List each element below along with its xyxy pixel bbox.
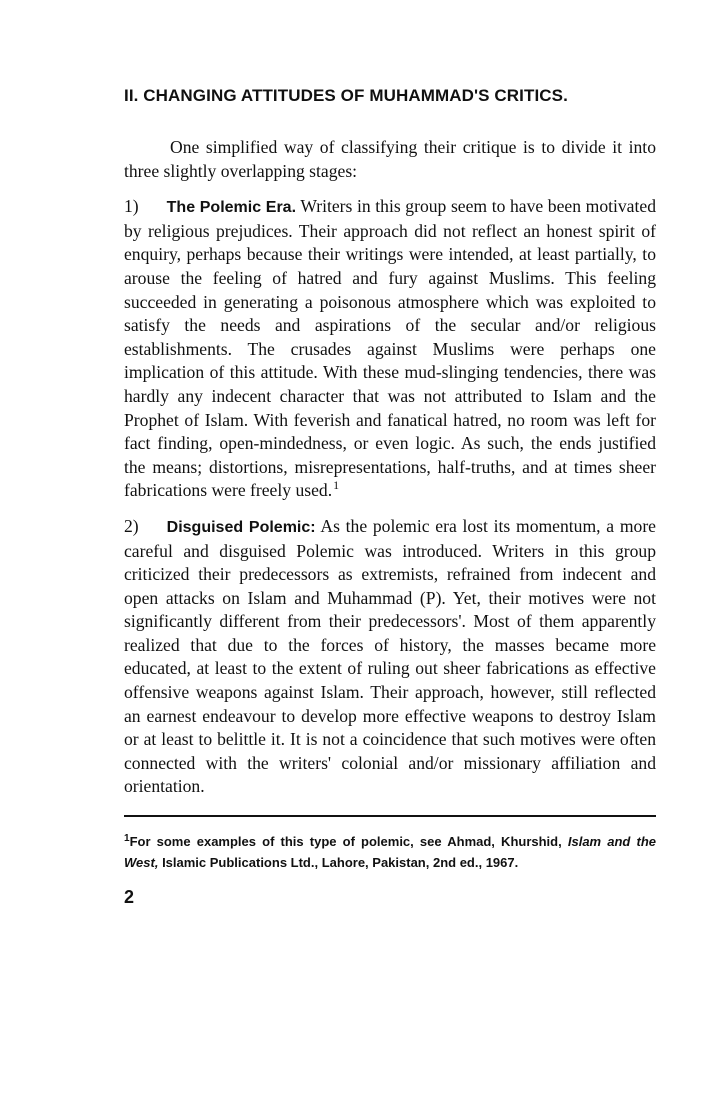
stage-1-title: The Polemic Era. [166,199,297,217]
footnote-lead: For some examples of this type of polemic, see Ahmad, Khurshid, [129,834,562,850]
stage-1-text: Writers in this group seem to have been motivated by religious prejudices. Their approach did not reflect an honest spirit of enquiry, perhaps because their writings were intended, at least partially, to arouse the feeling of hatred and fury against Muslims. This feeling succeeded in generating a poisonous atmosphere which was exploited to satisfy the needs and aspirations of the secular and/or religious establishments. The crusades against Muslims were perhaps one implication of this attitude. With these mud-slinging tendencies, there was hardly any indecent character that was not attributed to Islam and the Prophet of Islam. With feverish and fanatical hatred, no room was left for fact finding, open-mindedness, or even logic. As such, the ends justified the means; distortions, misrepresentations, half-truths, and at times sheer fabrications were freely used. [124,196,656,501]
footnote [124,831,656,873]
footnote-divider [124,815,656,817]
footnote-rest: Islamic Publications Ltd., Lahore, Pakistan, 2nd ed., 1967. [162,855,519,871]
stage-1-number: 1) [124,196,139,217]
page-number: 2 [124,887,135,908]
intro-paragraph: One simplified way of classifying their critique is to divide it into three slightly overlapping stages: [124,137,656,181]
footnote-mark: 1 [124,833,130,845]
stage-2-title: Disguised Polemic: [166,518,316,536]
book-page [124,86,656,908]
stage-2-paragraph [124,515,656,799]
footnote-reference: 1 [333,478,340,493]
stage-2-number: 2) [124,515,139,536]
stage-1-paragraph [124,195,656,503]
section-heading: II. CHANGING ATTITUDES OF MUHAMMAD'S CRITICS. [124,86,568,105]
footnote-book-title: Islam and the West, [124,834,656,871]
stage-2-text: As the polemic era lost its momentum, a more careful and disguised Polemic was introduced. Writers in this group criticized their predecessors as extremists, refrained from indecent and open attacks on Islam and Muhammad (P). Yet, their motives were not significantly different from their predecessors'. Most of them apparently realized that due to the forces of history, the masses became more educated, at least to the extent of ruling out sheer fabrications as effective offensive weapons against Islam. Their approach, however, still reflected an earnest endeavour to develop more effective weapons to destroy Islam or at least to belittle it. It is not a coincidence that such motives were often connected with the writers' colonial and/or missionary affiliation and orientation. [124,515,656,797]
